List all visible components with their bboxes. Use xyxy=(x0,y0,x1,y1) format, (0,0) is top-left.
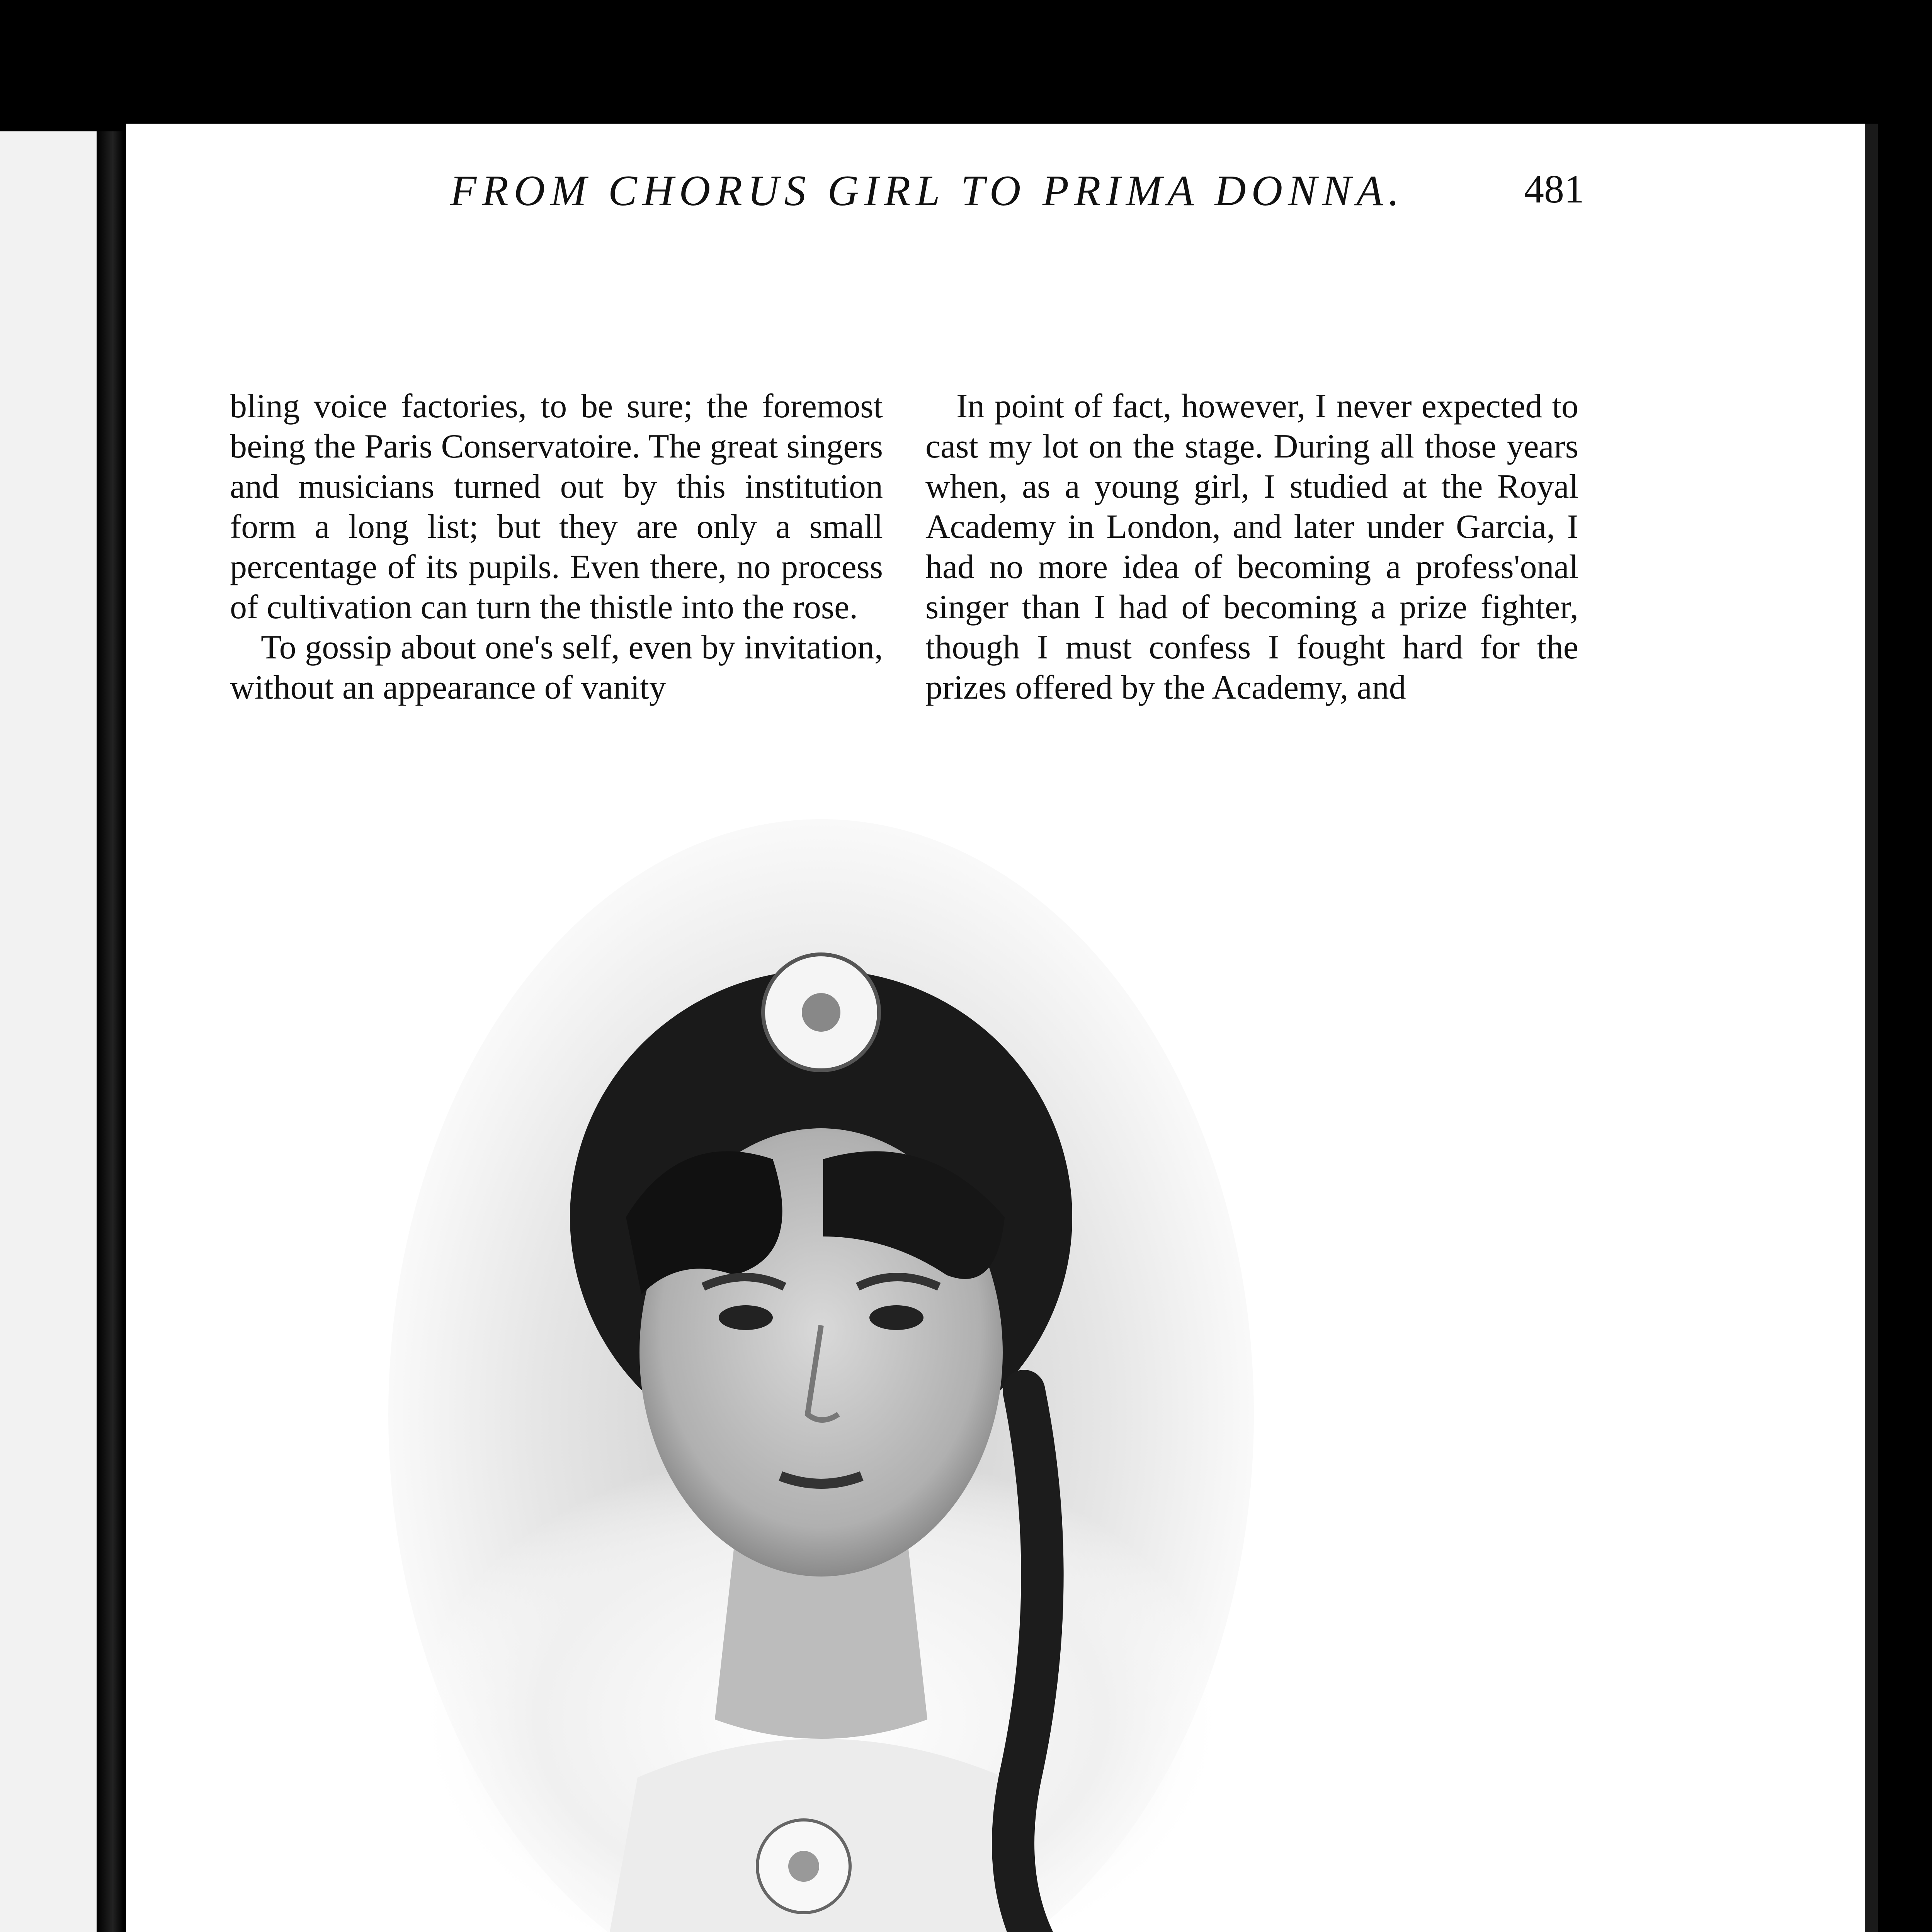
column-top-right xyxy=(925,386,1578,708)
paragraph: bling voice factories, to be sure; the foremost being the Paris Conservatoire. The great singers and musicians turned out by this institution form a long list; but they are only a small percentage of its pupils. Even there, no process of cultivation can turn the thistle into the rose. xyxy=(230,388,883,626)
running-title: FROM CHORUS GIRL TO PRIMA DONNA. xyxy=(450,167,1405,215)
paragraph: To gossip about one's self, even by invitation, without an appearance of vanity xyxy=(230,629,883,706)
previous-page-edge xyxy=(0,131,100,1932)
book-gutter xyxy=(97,131,124,1932)
page-right-edge xyxy=(1862,124,1878,1932)
paragraph: In point of fact, however, I never expected to cast my lot on the stage. During all those years when, as a young girl, I studied at the Royal Academy in London, and later under Garcia, I had no more idea of becoming a profess'onal singer than I had of becoming a prize fighter, though I must confess I fought hard for the prizes offered by the Academy, and xyxy=(925,388,1578,706)
page-number: 481 xyxy=(1524,167,1584,211)
hair-ornament xyxy=(763,954,879,1070)
column-top-left xyxy=(230,386,883,708)
portrait-photograph xyxy=(386,811,1256,1932)
